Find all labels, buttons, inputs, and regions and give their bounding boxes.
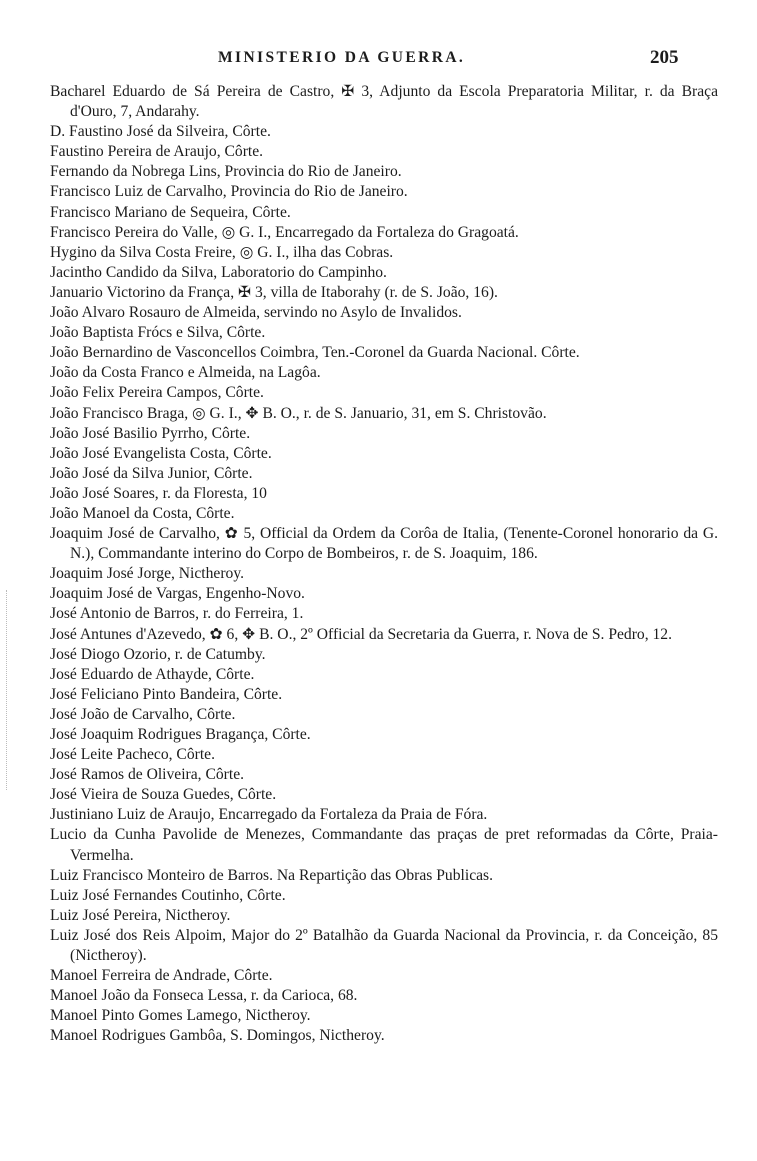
list-item: Luiz José Fernandes Coutinho, Côrte. <box>50 886 286 904</box>
list-item: Joaquim José de Carvalho, ✿ 5, Official da Ordem da Corôa de Italia, (Tenente-Coronel honorario da G. N.), Commandante interino do Corpo de Bombeiros, r. de S. Joaquim, 186. <box>50 525 718 563</box>
list-item: José Antunes d'Azevedo, ✿ 6, ✥ B. O., 2º Official da Secretaria da Guerra, r. Nova de S. Pedro, 12. <box>50 625 672 643</box>
list-item: João Alvaro Rosauro de Almeida, servindo no Asylo de Invalidos. <box>50 304 462 322</box>
list-item: Manoel João da Fonseca Lessa, r. da Carioca, 68. <box>50 987 358 1005</box>
list-item: José Vieira de Souza Guedes, Côrte. <box>50 786 277 804</box>
list-item: José Joaquim Rodrigues Bragança, Côrte. <box>50 726 311 743</box>
list-item: José Diogo Ozorio, r. de Catumby. <box>50 645 266 663</box>
list-item: Justiniano Luiz de Araujo, Encarregado da Fortaleza da Praia de Fóra. <box>50 806 488 824</box>
list-item: Francisco Luiz de Carvalho, Provincia do Rio de Janeiro. <box>50 183 408 201</box>
entry-list <box>50 82 718 1047</box>
list-item: Faustino Pereira de Araujo, Côrte. <box>50 143 264 161</box>
margin-dotted-line <box>6 590 8 790</box>
list-item: Januario Victorino da França, ✠ 3, villa de Itaborahy (r. de S. João, 16). <box>50 283 498 301</box>
list-item: Joaquim José Jorge, Nictheroy. <box>50 565 245 583</box>
list-item: João José Basilio Pyrrho, Côrte. <box>50 424 251 442</box>
list-item: João Felix Pereira Campos, Côrte. <box>50 384 264 402</box>
page-header <box>0 49 757 73</box>
list-item: José João de Carvalho, Côrte. <box>50 705 236 723</box>
list-item: Fernando da Nobrega Lins, Provincia do Rio de Janeiro. <box>50 163 402 181</box>
list-item: João Bernardino de Vasconcellos Coimbra, Ten.-Coronel da Guarda Nacional. Côrte. <box>50 344 580 362</box>
list-item: Jacintho Candido da Silva, Laboratorio do Campinho. <box>50 263 387 281</box>
list-item: Luiz José Pereira, Nictheroy. <box>50 906 231 924</box>
list-item: Manoel Pinto Gomes Lamego, Nictheroy. <box>50 1007 311 1025</box>
list-item: Bacharel Eduardo de Sá Pereira de Castro, ✠ 3, Adjunto da Escola Preparatoria Militar, r. da Braça d'Ouro, 7, Andarahy. <box>50 83 718 121</box>
list-item: Francisco Pereira do Valle, ◎ G. I., Encarregado da Fortaleza do Gragoatá. <box>50 223 519 241</box>
list-item: João da Costa Franco e Almeida, na Lagôa. <box>50 364 321 382</box>
list-item: Manoel Rodrigues Gambôa, S. Domingos, Nictheroy. <box>50 1027 385 1045</box>
list-item: Lucio da Cunha Pavolide de Menezes, Commandante das praças de pret reformadas da Côrte, Praia-Vermelha. <box>50 826 718 864</box>
list-item: José Ramos de Oliveira, Côrte. <box>50 766 245 784</box>
list-item: João Francisco Braga, ◎ G. I., ✥ B. O., r. de S. Januario, 31, em S. Christovão. <box>50 404 547 422</box>
running-title: MINISTERIO DA GUERRA. <box>218 49 466 66</box>
list-item: João José Evangelista Costa, Côrte. <box>50 444 272 462</box>
list-item: José Feliciano Pinto Bandeira, Côrte. <box>50 685 283 703</box>
list-item: José Leite Pacheco, Côrte. <box>50 746 215 764</box>
list-item: João Baptista Frócs e Silva, Côrte. <box>50 324 266 342</box>
list-item: João Manoel da Costa, Côrte. <box>50 504 235 522</box>
list-item: D. Faustino José da Silveira, Côrte. <box>50 123 271 141</box>
list-item: Joaquim José de Vargas, Engenho-Novo. <box>50 585 305 603</box>
list-item: Francisco Mariano de Sequeira, Côrte. <box>50 203 291 221</box>
list-item: João José Soares, r. da Floresta, 10 <box>50 484 267 502</box>
list-item: Manoel Ferreira de Andrade, Côrte. <box>50 967 273 985</box>
list-item: José Eduardo de Athayde, Côrte. <box>50 665 255 683</box>
list-item: João José da Silva Junior, Côrte. <box>50 464 253 482</box>
list-item: Hygino da Silva Costa Freire, ◎ G. I., ilha das Cobras. <box>50 243 394 261</box>
list-item: Luiz Francisco Monteiro de Barros. Na Repartição das Obras Publicas. <box>50 866 493 884</box>
list-item: Luiz José dos Reis Alpoim, Major do 2º Batalhão da Guarda Nacional da Provincia, r. da Conceição, 85 (Nictheroy). <box>50 926 718 965</box>
page-number: 205 <box>650 47 679 68</box>
list-item: José Antonio de Barros, r. do Ferreira, 1. <box>50 605 304 623</box>
